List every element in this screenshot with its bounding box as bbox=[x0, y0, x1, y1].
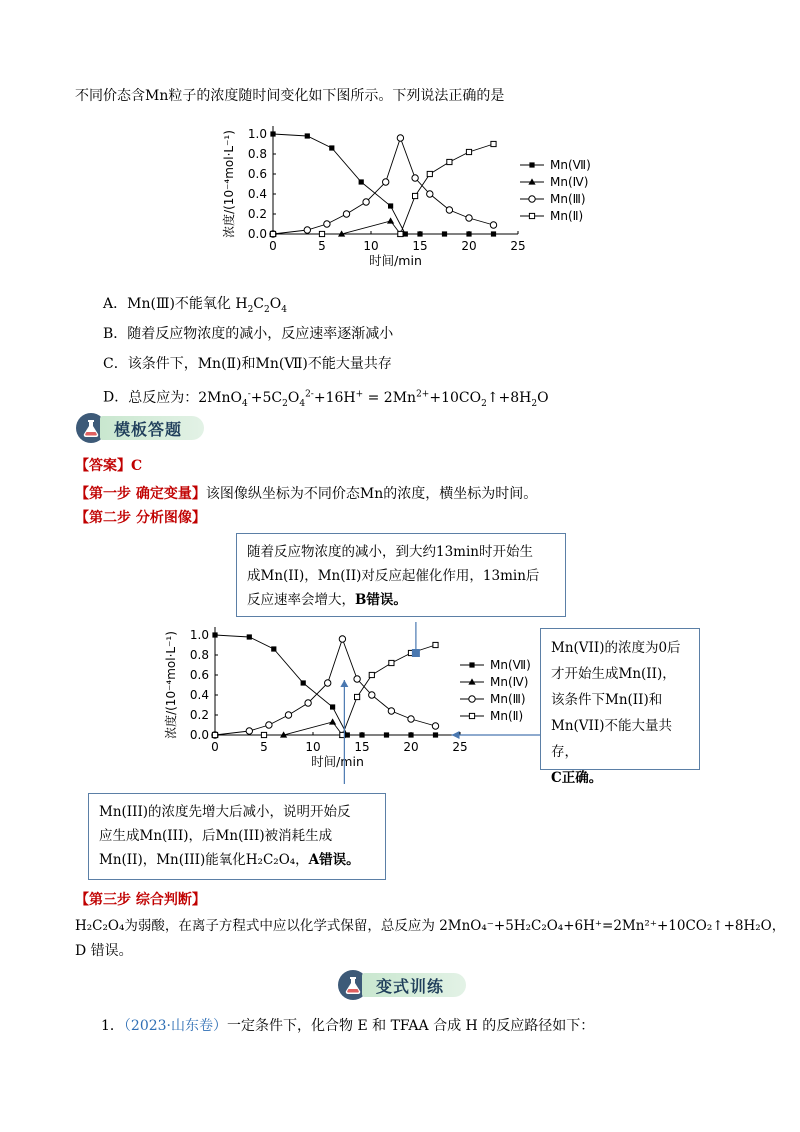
data-point bbox=[270, 131, 275, 136]
x-tick-label: 25 bbox=[510, 239, 526, 253]
data-point bbox=[355, 694, 360, 699]
y-tick-label: 0.2 bbox=[189, 708, 209, 722]
step2-label: 【第二步 分析图像】 bbox=[75, 510, 206, 526]
data-point bbox=[389, 660, 394, 665]
data-point bbox=[427, 191, 433, 197]
x-axis-label: 时间/min bbox=[369, 253, 422, 268]
data-point bbox=[491, 231, 496, 236]
data-point bbox=[408, 732, 413, 737]
legend-marker bbox=[528, 178, 535, 184]
annotation-marker bbox=[412, 649, 420, 657]
data-point bbox=[413, 193, 418, 198]
y-tick-label: 0.6 bbox=[189, 668, 209, 682]
template-answer-banner bbox=[76, 413, 204, 443]
question-intro: 不同价态含Mn粒子的浓度随时间变化如下图所示。下列说法正确的是 bbox=[75, 88, 505, 104]
option-c: C．该条件下，Mn(Ⅱ)和Mn(Ⅶ)不能大量共存 bbox=[103, 356, 392, 372]
concentration-chart-annotated bbox=[150, 622, 540, 784]
banner-title: 变式训练 bbox=[362, 973, 466, 997]
legend-label: Mn(Ⅶ) bbox=[490, 658, 531, 672]
annotation-arrowhead-right bbox=[452, 731, 460, 739]
data-point bbox=[266, 722, 272, 728]
data-point bbox=[433, 732, 438, 737]
callout-coexist-line1: Mn(VII)的浓度为0后 bbox=[551, 640, 681, 656]
data-point bbox=[343, 211, 349, 217]
option-b: B．随着反应物浓度的减小，反应速率逐渐减小 bbox=[103, 326, 394, 342]
data-point bbox=[442, 231, 447, 236]
legend-marker bbox=[468, 678, 475, 684]
data-point bbox=[212, 732, 217, 737]
step1-line: 【第一步 确定变量】该图像纵坐标为不同价态Mn的浓度，横坐标为时间。 bbox=[75, 486, 538, 502]
data-point bbox=[466, 149, 471, 154]
legend-marker bbox=[529, 162, 534, 167]
y-tick-label: 0.6 bbox=[247, 167, 267, 181]
series-line-3 bbox=[215, 639, 436, 735]
y-tick-label: 0.2 bbox=[247, 207, 267, 221]
data-point bbox=[490, 222, 496, 228]
y-axis-label: 浓度/(10⁻⁴mol·L⁻¹) bbox=[164, 631, 178, 739]
data-point bbox=[412, 175, 418, 181]
data-point bbox=[339, 636, 345, 642]
legend-label: Mn(Ⅱ) bbox=[490, 709, 524, 723]
data-point bbox=[417, 231, 422, 236]
y-tick-label: 0.4 bbox=[189, 688, 209, 702]
data-point bbox=[387, 217, 394, 223]
step3-text-line1: H₂C₂O₄为弱酸，在离子方程式中应以化学式保留，总反应为 2MnO₄⁻+5H₂C₂O₄+6H⁺=2Mn²⁺+10CO₂↑+8H₂O， bbox=[75, 918, 786, 934]
callout-oxidize-line1: Mn(III)的浓度先增大后减小，说明开始反 bbox=[99, 804, 351, 820]
data-point bbox=[354, 676, 360, 682]
data-point bbox=[388, 203, 393, 208]
data-point bbox=[301, 680, 306, 685]
data-point bbox=[384, 732, 389, 737]
data-point bbox=[359, 732, 364, 737]
y-tick-label: 0.8 bbox=[189, 648, 209, 662]
callout-oxidize-line3: Mn(II)，Mn(III)能氧化H₂C₂O₄， bbox=[99, 852, 309, 868]
y-tick-label: 0.0 bbox=[189, 728, 209, 742]
callout-rate bbox=[236, 533, 566, 617]
data-point bbox=[305, 133, 310, 138]
callout-coexist-line4: Mn(VII)不能大量共存， bbox=[551, 718, 672, 760]
callout-coexist-line2: 才开始生成Mn(II)， bbox=[551, 666, 676, 682]
y-tick-label: 1.0 bbox=[247, 127, 267, 141]
data-point bbox=[329, 145, 334, 150]
legend-label: Mn(Ⅲ) bbox=[550, 192, 586, 206]
x-tick-label: 0 bbox=[269, 239, 277, 253]
data-point bbox=[304, 227, 310, 233]
data-point bbox=[329, 718, 336, 724]
step3-text-line2: D 错误。 bbox=[75, 943, 133, 959]
data-point bbox=[363, 199, 369, 205]
callout-coexist-verdict: C正确。 bbox=[551, 770, 603, 786]
data-point bbox=[324, 221, 330, 227]
data-point bbox=[398, 231, 403, 236]
x-tick-label: 20 bbox=[461, 239, 477, 253]
data-point bbox=[305, 700, 311, 706]
legend-marker bbox=[529, 196, 535, 202]
x-tick-label: 10 bbox=[363, 239, 379, 253]
callout-oxidize bbox=[88, 793, 386, 880]
exercise-1: 1．（2023·山东卷）一定条件下，化合物 E 和 TFAA 合成 H 的反应路径如下： bbox=[101, 1018, 595, 1034]
x-tick-label: 10 bbox=[305, 740, 321, 754]
data-point bbox=[261, 732, 266, 737]
y-tick-label: 0.8 bbox=[247, 147, 267, 161]
concentration-chart-top bbox=[210, 122, 630, 280]
x-tick-label: 15 bbox=[354, 740, 370, 754]
data-point bbox=[369, 672, 374, 677]
data-point bbox=[369, 692, 375, 698]
data-point bbox=[330, 704, 335, 709]
data-point bbox=[466, 215, 472, 221]
x-tick-label: 20 bbox=[403, 740, 419, 754]
legend-label: Mn(Ⅲ) bbox=[490, 692, 526, 706]
data-point bbox=[383, 179, 389, 185]
legend-label: Mn(Ⅳ) bbox=[550, 175, 589, 189]
callout-oxidize-verdict: A错误。 bbox=[308, 852, 360, 868]
x-tick-label: 25 bbox=[452, 740, 468, 754]
callout-rate-verdict: B错误。 bbox=[355, 592, 407, 608]
answer-line: 【答案】C bbox=[75, 458, 143, 474]
legend-marker bbox=[469, 713, 474, 718]
callout-rate-line1: 随着反应物浓度的减小，到大约13min时开始生 bbox=[247, 544, 533, 560]
data-point bbox=[432, 723, 438, 729]
data-point bbox=[246, 728, 252, 734]
x-tick-label: 0 bbox=[211, 740, 219, 754]
y-tick-label: 1.0 bbox=[189, 628, 209, 642]
x-tick-label: 5 bbox=[260, 740, 268, 754]
data-point bbox=[359, 179, 364, 184]
series-line-4 bbox=[215, 645, 436, 735]
callout-rate-line2: 成Mn(II)，Mn(II)对反应起催化作用，13min后 bbox=[247, 568, 540, 584]
legend-label: Mn(Ⅶ) bbox=[550, 158, 591, 172]
data-point bbox=[388, 708, 394, 714]
data-point bbox=[271, 646, 276, 651]
data-point bbox=[408, 716, 414, 722]
data-point bbox=[285, 712, 291, 718]
data-point bbox=[270, 231, 275, 236]
data-point bbox=[325, 680, 331, 686]
x-axis-label: 时间/min bbox=[311, 754, 364, 769]
series-line-3 bbox=[273, 138, 494, 234]
data-point bbox=[247, 634, 252, 639]
y-tick-label: 0.4 bbox=[247, 187, 267, 201]
data-point bbox=[433, 642, 438, 647]
data-point bbox=[466, 231, 471, 236]
x-tick-label: 5 bbox=[318, 239, 326, 253]
option-a: A．Mn(Ⅲ)不能氧化 $H_2C_2O_4$ bbox=[103, 296, 287, 315]
callout-coexist-line3: 该条件下Mn(II)和 bbox=[551, 692, 663, 708]
callout-oxidize-line2: 应生成Mn(III)，后Mn(III)被消耗生成 bbox=[99, 828, 333, 844]
data-point bbox=[446, 207, 452, 213]
y-tick-label: 0.0 bbox=[247, 227, 267, 241]
option-d: D．总反应为：$2MnO_4^-+5C_2O_4^{2-}+16H^+$ = $2Mn^{2+}+10CO_2↑+8H_2O$ bbox=[103, 389, 549, 409]
legend-marker bbox=[469, 662, 474, 667]
legend-label: Mn(Ⅱ) bbox=[550, 209, 584, 223]
banner-title: 模板答题 bbox=[100, 416, 204, 440]
callout-rate-line3: 反应速率会增大， bbox=[247, 592, 355, 608]
data-point bbox=[212, 632, 217, 637]
y-axis-label: 浓度/(10⁻⁴mol·L⁻¹) bbox=[222, 130, 236, 238]
series-line-4 bbox=[273, 144, 494, 234]
legend-label: Mn(Ⅳ) bbox=[490, 675, 529, 689]
x-tick-label: 15 bbox=[412, 239, 428, 253]
callout-coexist bbox=[540, 628, 700, 786]
step3-label: 【第三步 综合判断】 bbox=[75, 892, 206, 908]
data-point bbox=[319, 231, 324, 236]
legend-marker bbox=[469, 696, 475, 702]
data-point bbox=[427, 171, 432, 176]
legend-marker bbox=[529, 213, 534, 218]
variant-training-banner bbox=[338, 970, 466, 1000]
annotation-arrowhead bbox=[340, 680, 348, 687]
data-point bbox=[447, 159, 452, 164]
data-point bbox=[491, 141, 496, 146]
data-point bbox=[397, 135, 403, 141]
